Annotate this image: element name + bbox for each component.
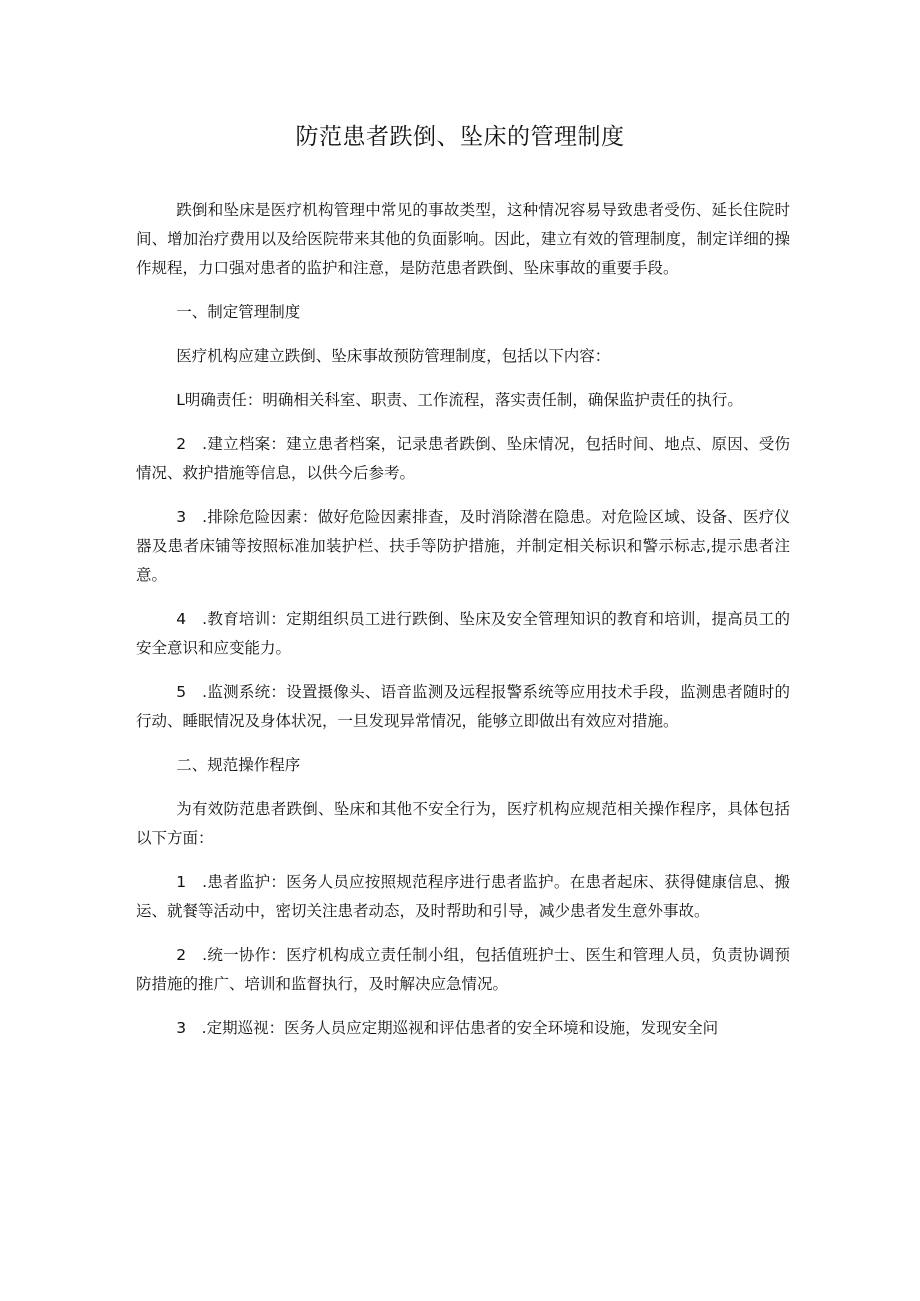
paragraph-intro: 跌倒和坠床是医疗机构管理中常见的事故类型，这种情况容易导致患者受伤、延长住院时间、增加治疗费用以及给医院带来其他的负面影响。因此，建立有效的管理制度，制定详细的操作规程，力口强对患者的监护和注意，是防范患者跌倒、坠床事故的重要手段。 <box>136 201 790 277</box>
document-body <box>136 196 790 1058</box>
list-item: 4 .教育培训：定期组织员工进行跌倒、坠床及安全管理知识的教育和培训，提高员工的安全意识和应变能力。 <box>136 610 790 657</box>
list-item: L明确责任：明确相关科室、职责、工作流程，落实责任制，确保监护责任的执行。 <box>176 391 743 409</box>
section-heading-2: 二、规范操作程序 <box>176 756 301 774</box>
list-item: 1 .患者监护：医务人员应按照规范程序进行患者监护。在患者起床、获得健康信息、搬运、就餐等活动中，密切关注患者动态，及时帮助和引导，减少患者发生意外事故。 <box>136 873 790 920</box>
paragraph: 为有效防范患者跌倒、坠床和其他不安全行为，医疗机构应规范相关操作程序，具体包括以下方面： <box>136 800 790 847</box>
list-item: 2 .统一协作：医疗机构成立责任制小组，包括值班护士、医生和管理人员，负责协调预防措施的推广、培训和监督执行，及时解决应急情况。 <box>136 946 790 993</box>
section-heading-1: 一、制定管理制度 <box>176 303 301 321</box>
paragraph: 医疗机构应建立跌倒、坠床事故预防管理制度，包括以下内容： <box>176 347 611 365</box>
list-item: 5 .监测系统：设置摄像头、语音监测及远程报警系统等应用技术手段，监测患者随时的行动、睡眠情况及身体状况，一旦发现异常情况，能够立即做出有效应对措施。 <box>136 683 790 730</box>
list-item: 2 .建立档案：建立患者档案，记录患者跌倒、坠床情况，包括时间、地点、原因、受伤情况、救护措施等信息，以供今后参考。 <box>136 435 790 482</box>
document-title: 防范患者跌倒、坠床的管理制度 <box>295 124 625 150</box>
list-item: 3 .定期巡视：医务人员应定期巡视和评估患者的安全环境和设施，发现安全问 <box>176 1019 719 1037</box>
list-item: 3 .排除危险因素：做好危险因素排查，及时消除潜在隐患。对危险区域、设备、医疗仪器及患者床铺等按照标准加装护栏、扶手等防护措施，并制定相关标识和警示标志,提示患者注意。 <box>136 508 790 584</box>
